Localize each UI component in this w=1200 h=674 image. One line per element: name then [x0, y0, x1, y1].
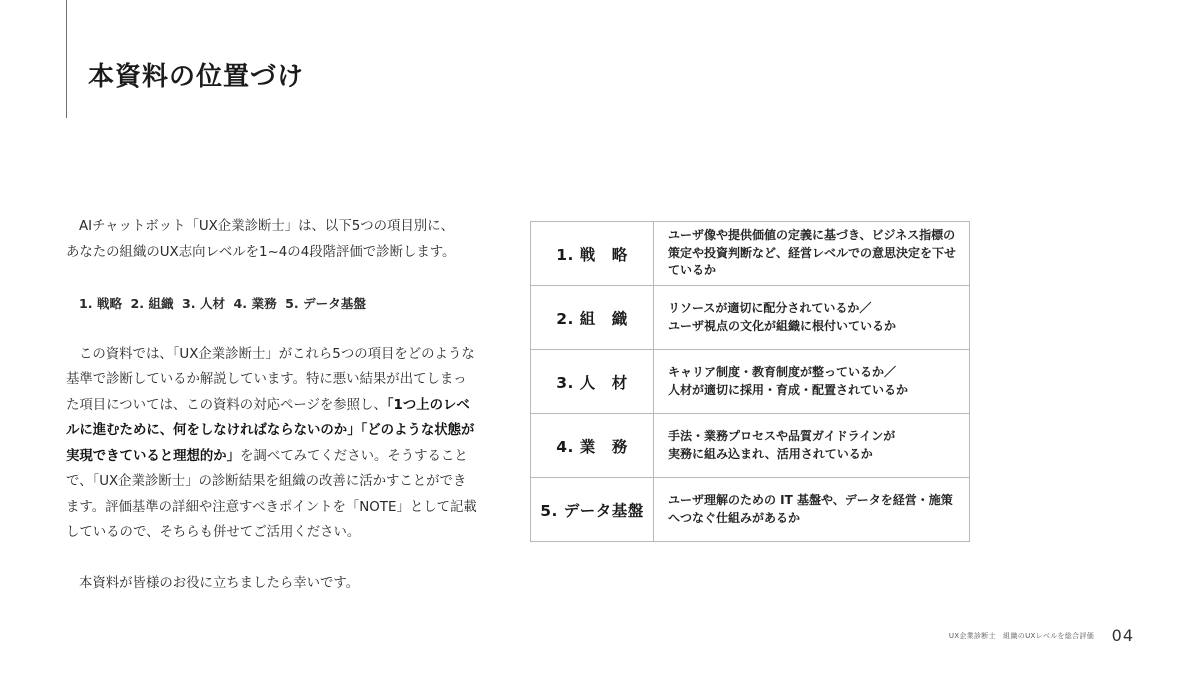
- table-row: [531, 222, 970, 286]
- category-table: [530, 221, 970, 542]
- category-list-item: 4. 業務: [233, 295, 277, 311]
- intro-paragraph-3: 本資料が皆様のお役に立ちましたら幸いです。: [79, 576, 360, 591]
- intro-p2-emphasis-1: 「1つ上のレベルに進むために、何をしなければならないのか」: [66, 397, 470, 438]
- category-list-item: 3. 人材: [182, 295, 226, 311]
- intro-p2-text-1: この資料では、「UX企業診断士」がこれら5つの項目をどのような基準で診断しているか解説しています。特に悪い結果が出てしまった項目については、この資料の対応ページを参照し、: [66, 346, 475, 413]
- description-cell: ユーザ理解のための IT 基盤や、データを経営・施策へつなぐ仕組みがあるか: [654, 478, 970, 542]
- table-row: [531, 286, 970, 350]
- category-cell: 5. データ基盤: [531, 478, 654, 542]
- intro-p2-emphasis-2: 「どのような状態が実現できていると理想的か」: [66, 423, 475, 464]
- table-row: [531, 414, 970, 478]
- intro-line-1: AIチャットボット「UX企業診断士」は、以下5つの項目別に、: [79, 219, 454, 234]
- description-cell: 手法・業務プロセスや品質ガイドラインが 実務に組み込まれ、活用されているか: [654, 414, 970, 478]
- intro-paragraph-1: [66, 214, 478, 265]
- category-list-item: 5. データ基盤: [285, 295, 366, 311]
- category-list-item: 2. 組織: [130, 295, 174, 311]
- table-row: [531, 350, 970, 414]
- category-cell: 3. 人 材: [531, 350, 654, 414]
- intro-p2-text-2: を調べてみてください。そうすることで、「UX企業診断士」の診断結果を組織の改善に活かすことができます。評価基準の詳細や注意すべきポイントを「NOTE」として記載しているので、そちらも併せてご活用ください。: [66, 448, 477, 540]
- category-cell: 4. 業 務: [531, 414, 654, 478]
- category-cell: 2. 組 織: [531, 286, 654, 350]
- category-cell: 1. 戦 略: [531, 222, 654, 286]
- category-list-item: 1. 戦略: [79, 295, 123, 311]
- description-cell: ユーザ像や提供価値の定義に基づき、ビジネス指標の策定や投資判断など、経営レベルでの意思決定を下せているか: [654, 222, 970, 286]
- footer-label: UX企業診断士 組織のUXレベルを総合評価: [948, 632, 1094, 640]
- page-title: 本資料の位置づけ: [88, 62, 305, 92]
- intro-paragraph-2: [66, 342, 478, 546]
- category-list: [66, 291, 478, 317]
- description-cell: リソースが適切に配分されているか／ ユーザ視点の文化が組織に根付いているか: [654, 286, 970, 350]
- page-number: 04: [1111, 626, 1134, 645]
- left-accent-rule: [66, 0, 67, 118]
- table-row: [531, 478, 970, 542]
- description-cell: キャリア制度・教育制度が整っているか／ 人材が適切に採用・育成・配置されているか: [654, 350, 970, 414]
- intro-line-2: あなたの組織のUX志向レベルを1~4の4段階評価で診断します。: [66, 244, 456, 260]
- intro-text: [66, 214, 478, 597]
